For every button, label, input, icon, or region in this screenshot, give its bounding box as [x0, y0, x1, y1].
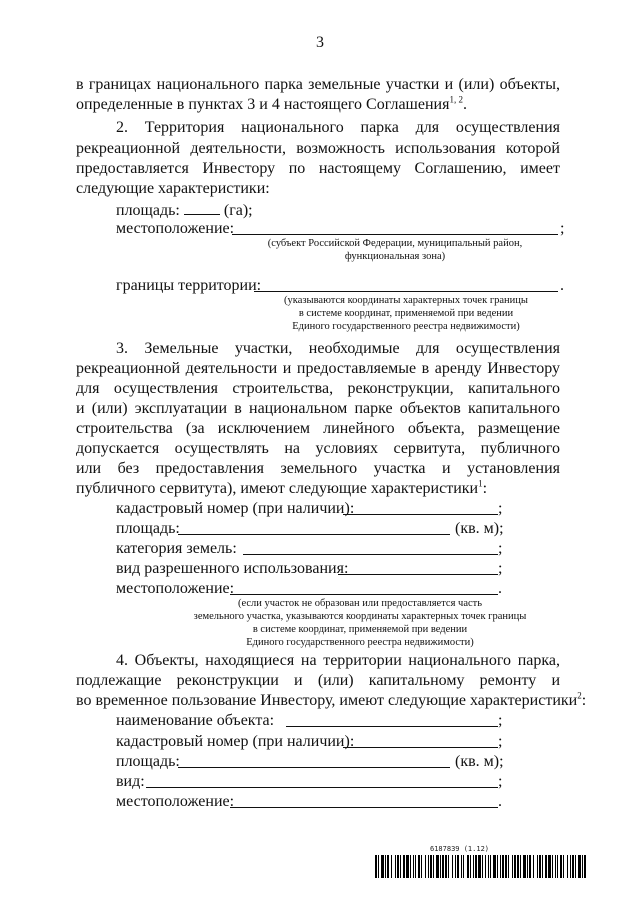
borders-note-3: Единого государственного реестра недвижимости) — [292, 321, 520, 332]
period: . — [498, 580, 502, 597]
intro-line-1: в границах национального парка земельные участки и (или) объекты, — [76, 76, 560, 93]
borders-note-2: в системе координат, применяемой при ведении — [298, 308, 514, 319]
area-unit: (кв. м); — [455, 753, 504, 770]
barcode-number: 6187839 (1.12) — [430, 845, 490, 853]
section3-line-2: рекреационной деятельности и предоставляемые в аренду Инвестору — [76, 360, 560, 377]
s4-kind-label: вид: — [116, 773, 145, 790]
semicolon: ; — [498, 712, 503, 729]
section3-line-8: публичного сервитута), имеют следующие характеристики$^1$: — [76, 478, 488, 497]
period: . — [498, 793, 502, 810]
s4-area-blank[interactable] — [178, 767, 450, 768]
semicolon: ; — [498, 500, 503, 517]
s4-cadastral-label: кадастровый номер (при наличии): — [116, 733, 355, 750]
section2-location-label: местоположение: — [116, 220, 235, 237]
location-note-2: функциональная зона) — [344, 251, 446, 262]
section3-line-4: и (или) эксплуатации в национальном парке объектов капитального — [76, 400, 560, 417]
section4-line-3: во временное пользование Инвестору, имеют следующие характеристики$^2$: — [76, 690, 587, 709]
area-unit: (кв. м); — [455, 520, 504, 537]
s3-area-label: площадь: — [116, 520, 180, 537]
section3-line-3: для осуществления строительства, реконструкции, капитального — [76, 380, 560, 397]
semicolon: ; — [498, 540, 503, 557]
s3-location-label: местоположение: — [116, 580, 235, 597]
semicolon: ; — [498, 733, 503, 750]
section2-area-field: площадь: (га); — [116, 199, 253, 221]
page-number: 3 — [316, 34, 324, 51]
barcode-stripe — [586, 855, 587, 878]
section2-line-2: рекреационной деятельности, возможность использования которой — [76, 140, 560, 157]
s3-land-category-blank[interactable] — [243, 554, 498, 555]
area-blank[interactable] — [184, 199, 220, 215]
s4-area-label: площадь: — [116, 753, 180, 770]
section2-line-1: 2. Территория национального парка для осуществления — [116, 119, 560, 136]
semicolon: ; — [498, 560, 503, 577]
s4-name-blank[interactable] — [286, 726, 498, 727]
footnote-ref: 1, 2 — [449, 94, 463, 105]
section3-line-5: строительства (за исключением линейного объекта, размещение — [76, 420, 560, 437]
section2-line-4: следующие характеристики: — [76, 180, 270, 197]
s3-area-blank[interactable] — [178, 534, 450, 535]
intro-line-2: определенные в пунктах 3 и 4 настоящего Соглашения$^{1, 2}$. — [76, 94, 467, 113]
s4-location-label: местоположение: — [116, 793, 235, 810]
s3-permitted-use-blank[interactable] — [338, 574, 498, 575]
section3-line-1: 3. Земельные участки, необходимые для осуществления — [116, 340, 560, 357]
footnote-ref: 1 — [478, 478, 483, 489]
s3-note-3: в системе координат, применяемой при ведении — [252, 624, 468, 635]
period: . — [560, 277, 564, 294]
section2-borders-label: границы территории: — [116, 277, 262, 294]
barcode-icon — [375, 855, 587, 878]
section3-line-7: или без предоставления земельного участка и установления — [76, 460, 560, 477]
section3-line-6: допускается осуществлять на условиях сервитута, публичного — [76, 440, 560, 457]
location-note-1: (субъект Российской Федерации, муниципальный район, — [267, 238, 523, 249]
s4-cadastral-blank[interactable] — [343, 747, 498, 748]
s3-cadastral-blank[interactable] — [343, 514, 498, 515]
section4-line-2: подлежащие реконструкции и (или) капитальному ремонту и — [76, 672, 560, 689]
s3-land-category-label: категория земель: — [116, 540, 237, 557]
s3-location-blank[interactable] — [230, 594, 498, 595]
s4-kind-blank[interactable] — [146, 787, 498, 788]
s3-note-2: земельного участка, указываются координаты характерных точек границы — [193, 611, 527, 622]
section2-location-blank[interactable] — [232, 234, 558, 235]
s3-permitted-use-label: вид разрешенного использования: — [116, 560, 349, 577]
borders-note-1: (указываются координаты характерных точек границы — [284, 295, 528, 306]
footnote-ref: 2 — [577, 690, 582, 701]
s3-note-1: (если участок не образован или предоставляется часть — [237, 598, 483, 609]
s4-location-blank[interactable] — [230, 807, 498, 808]
s3-cadastral-label: кадастровый номер (при наличии): — [116, 500, 355, 517]
section2-borders-blank[interactable] — [254, 291, 558, 292]
semicolon: ; — [498, 773, 503, 790]
s3-note-4: Единого государственного реестра недвижимости) — [246, 637, 474, 648]
section4-line-1: 4. Объекты, находящиеся на территории национального парка, — [116, 652, 560, 669]
semicolon: ; — [560, 220, 565, 237]
section2-line-3: предоставляется Инвестору по настоящему Соглашению, имеет — [76, 160, 560, 177]
s4-name-label: наименование объекта: — [116, 712, 275, 729]
